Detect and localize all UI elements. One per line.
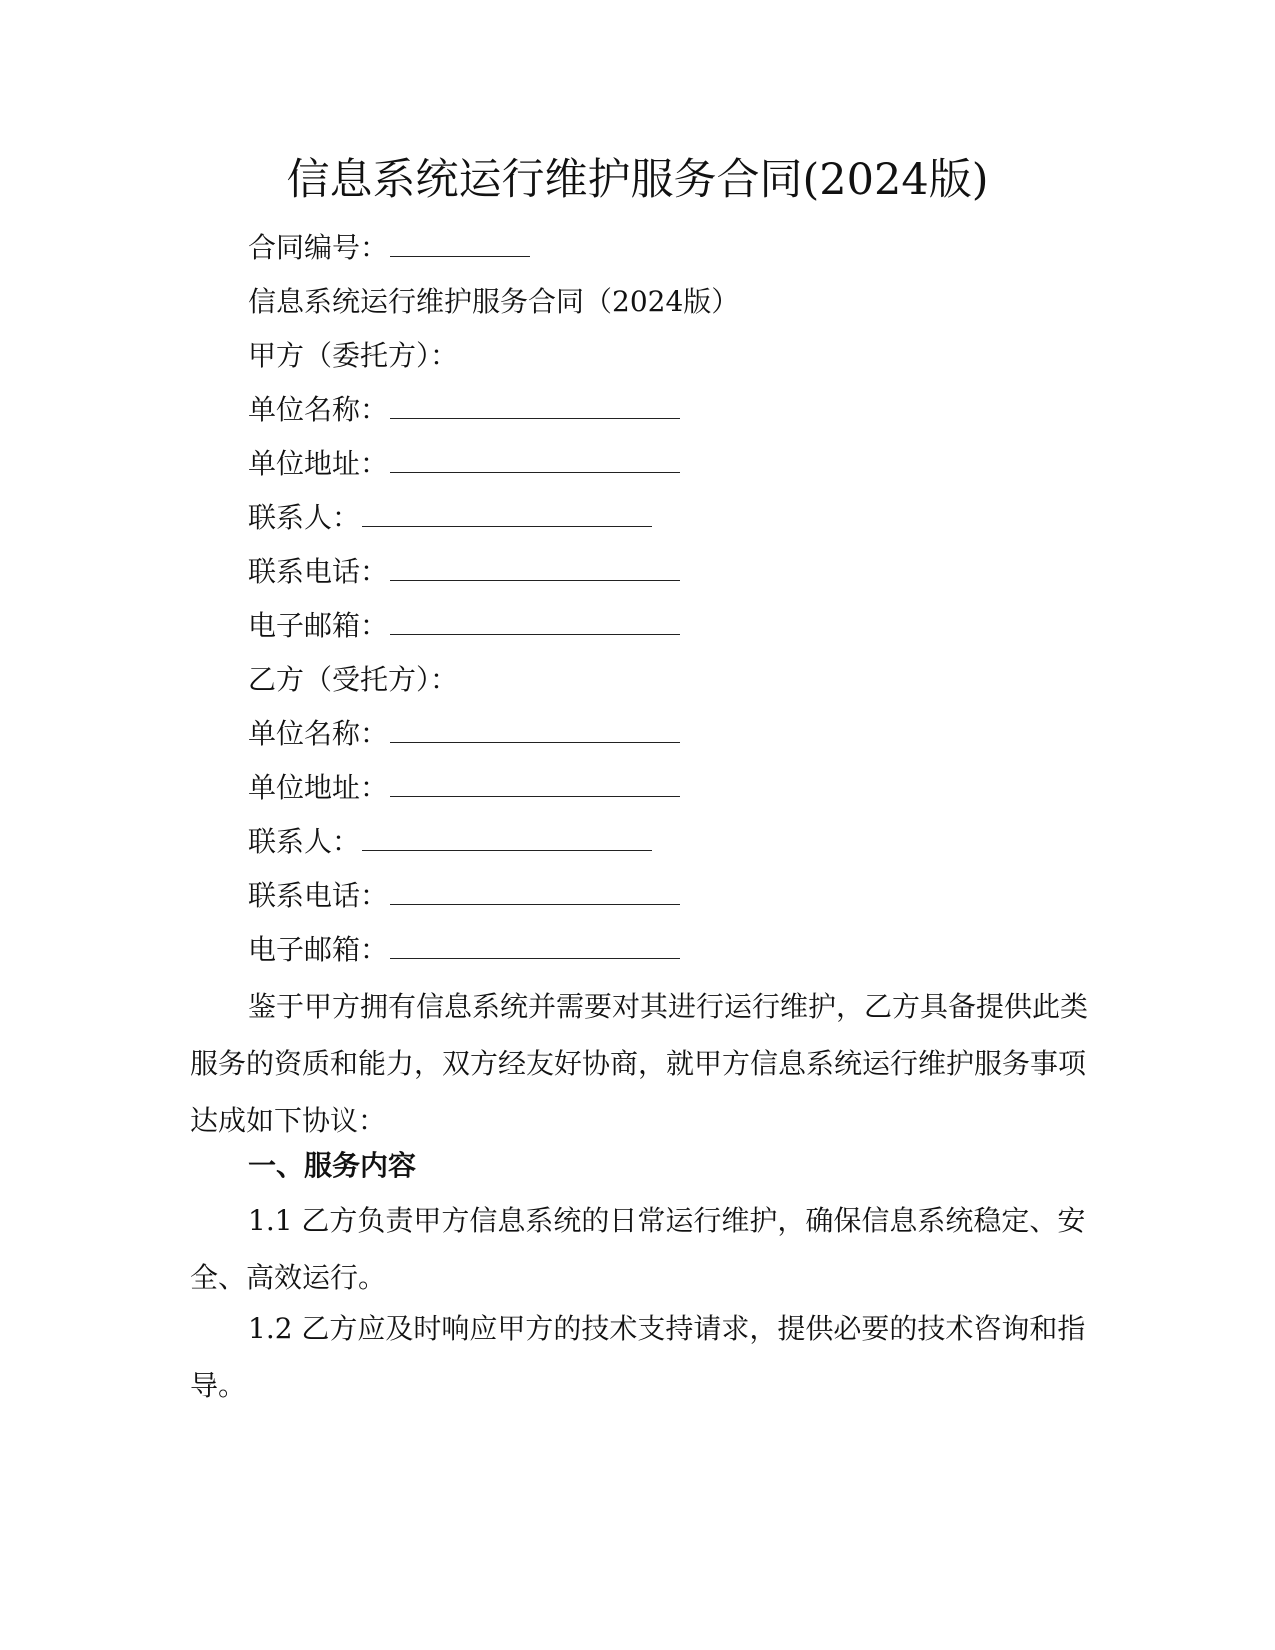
party-b-field-row: [248, 822, 652, 862]
party-a-heading: 甲方（委托方）：: [248, 339, 459, 372]
party-b-field-row: [248, 930, 680, 970]
party-a-field-blank: [362, 504, 652, 527]
party-a-field-blank: [390, 612, 680, 635]
document-title: 信息系统运行维护服务合同(2024版): [286, 155, 989, 205]
party-a-field-blank: [390, 396, 680, 419]
party-a-field-label: 单位名称：: [248, 393, 389, 426]
clause-paragraph: 1.1 乙方负责甲方信息系统的日常运行维护，确保信息系统稳定、安全、高效运行。: [190, 1204, 1086, 1294]
party-a-field-label: 联系电话：: [248, 555, 389, 588]
party-b-field-blank: [362, 828, 652, 851]
party-a-field-label: 单位地址：: [248, 447, 389, 480]
party-a-field-row: [248, 390, 680, 430]
party-a-field-row: [248, 552, 680, 592]
party-b-field-blank: [390, 720, 680, 743]
document-subtitle: 信息系统运行维护服务合同（2024版）: [248, 285, 740, 318]
party-b-field-blank: [390, 882, 680, 905]
party-a-field-label: 联系人：: [248, 501, 361, 534]
party-b-field-row: [248, 876, 680, 916]
party-b-field-blank: [390, 936, 680, 959]
party-a-field-row: [248, 606, 680, 646]
party-b-field-label: 电子邮箱：: [248, 933, 389, 966]
party-a-field-label: 电子邮箱：: [248, 609, 389, 642]
clause-paragraph: 1.2 乙方应及时响应甲方的技术支持请求，提供必要的技术咨询和指导。: [190, 1312, 1086, 1402]
preamble-paragraph: 鉴于甲方拥有信息系统并需要对其进行运行维护，乙方具备提供此类服务的资质和能力，双方经友好协商，就甲方信息系统运行维护服务事项达成如下协议：: [190, 990, 1089, 1137]
party-b-field-label: 单位地址：: [248, 771, 389, 804]
party-a-field-blank: [390, 558, 680, 581]
party-b-heading: 乙方（受托方）：: [248, 663, 459, 696]
party-b-field-label: 单位名称：: [248, 717, 389, 750]
contract-number-line: [248, 228, 530, 268]
contract-number-blank: [390, 234, 530, 257]
party-b-field-label: 联系电话：: [248, 879, 389, 912]
party-b-field-blank: [390, 774, 680, 797]
party-a-field-row: [248, 444, 680, 484]
party-b-field-label: 联系人：: [248, 825, 361, 858]
party-a-field-row: [248, 498, 652, 538]
party-a-field-blank: [390, 450, 680, 473]
section-heading: 一、服务内容: [248, 1149, 417, 1182]
party-b-field-row: [248, 714, 680, 754]
contract-number-label: 合同编号：: [248, 231, 389, 264]
party-b-field-row: [248, 768, 680, 808]
